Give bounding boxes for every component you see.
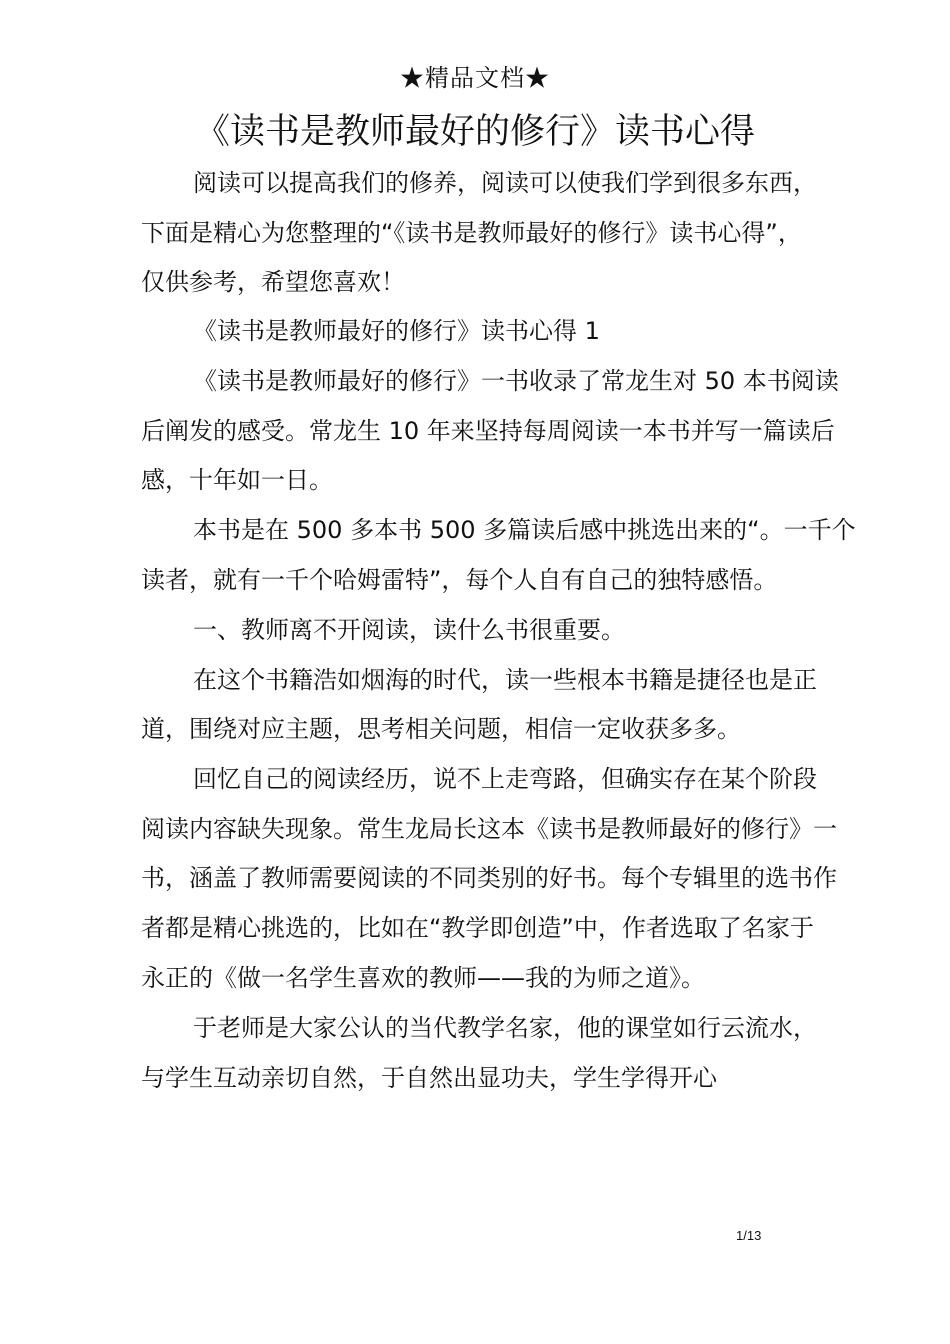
document-title: 《读书是教师最好的修行》读书心得 [194,112,755,152]
paragraph-line: 本书是在 500 多本书 500 多篇读后感中挑选出来的“。一千个 [193,516,856,544]
paragraph-line: 回忆自己的阅读经历，说不上走弯路，但确实存在某个阶段 [193,765,817,793]
paragraph-line: 在这个书籍浩如烟海的时代，读一些根本书籍是捷径也是正 [193,666,817,694]
paragraph-line: 感，十年如一日。 [141,466,333,494]
paragraph-line: 阅读内容缺失现象。常生龙局长这本《读书是教师最好的修行》一 [141,815,837,843]
paragraph-line: 仅供参考，希望您喜欢！ [141,268,405,296]
paragraph-line: 《读书是教师最好的修行》一书收录了常龙生对 50 本书阅读 [193,367,839,395]
page-number: 1/13 [736,1228,762,1243]
header-mark: ★精品文档★ [400,64,550,92]
section-heading: 《读书是教师最好的修行》读书心得 1 [193,317,600,345]
paragraph-line: 读者，就有一千个哈姆雷特”，每个人自有自己的独特感悟。 [141,566,778,594]
paragraph-line: 书，涵盖了教师需要阅读的不同类别的好书。每个专辑里的选书作 [141,864,837,892]
paragraph-line: 与学生互动亲切自然，于自然出显功夫，学生学得开心 [141,1064,717,1092]
paragraph-line: 道，围绕对应主题，思考相关问题，相信一定收获多多。 [141,715,741,743]
paragraph-line: 阅读可以提高我们的修养，阅读可以使我们学到很多东西， [193,169,817,197]
paragraph-line: 于老师是大家公认的当代教学名家，他的课堂如行云流水， [193,1014,817,1042]
paragraph-line: 永正的《做一名学生喜欢的教师——我的为师之道》。 [141,964,705,992]
paragraph-line: 后阐发的感受。常龙生 10 年来坚持每周阅读一本书并写一篇读后 [141,417,835,445]
paragraph-line: 者都是精心挑选的，比如在“教学即创造”中，作者选取了名家于 [141,914,814,942]
section-heading: 一、教师离不开阅读，读什么书很重要。 [193,616,625,644]
paragraph-line: 下面是精心为您整理的“《读书是教师最好的修行》读书心得”， [141,219,802,247]
